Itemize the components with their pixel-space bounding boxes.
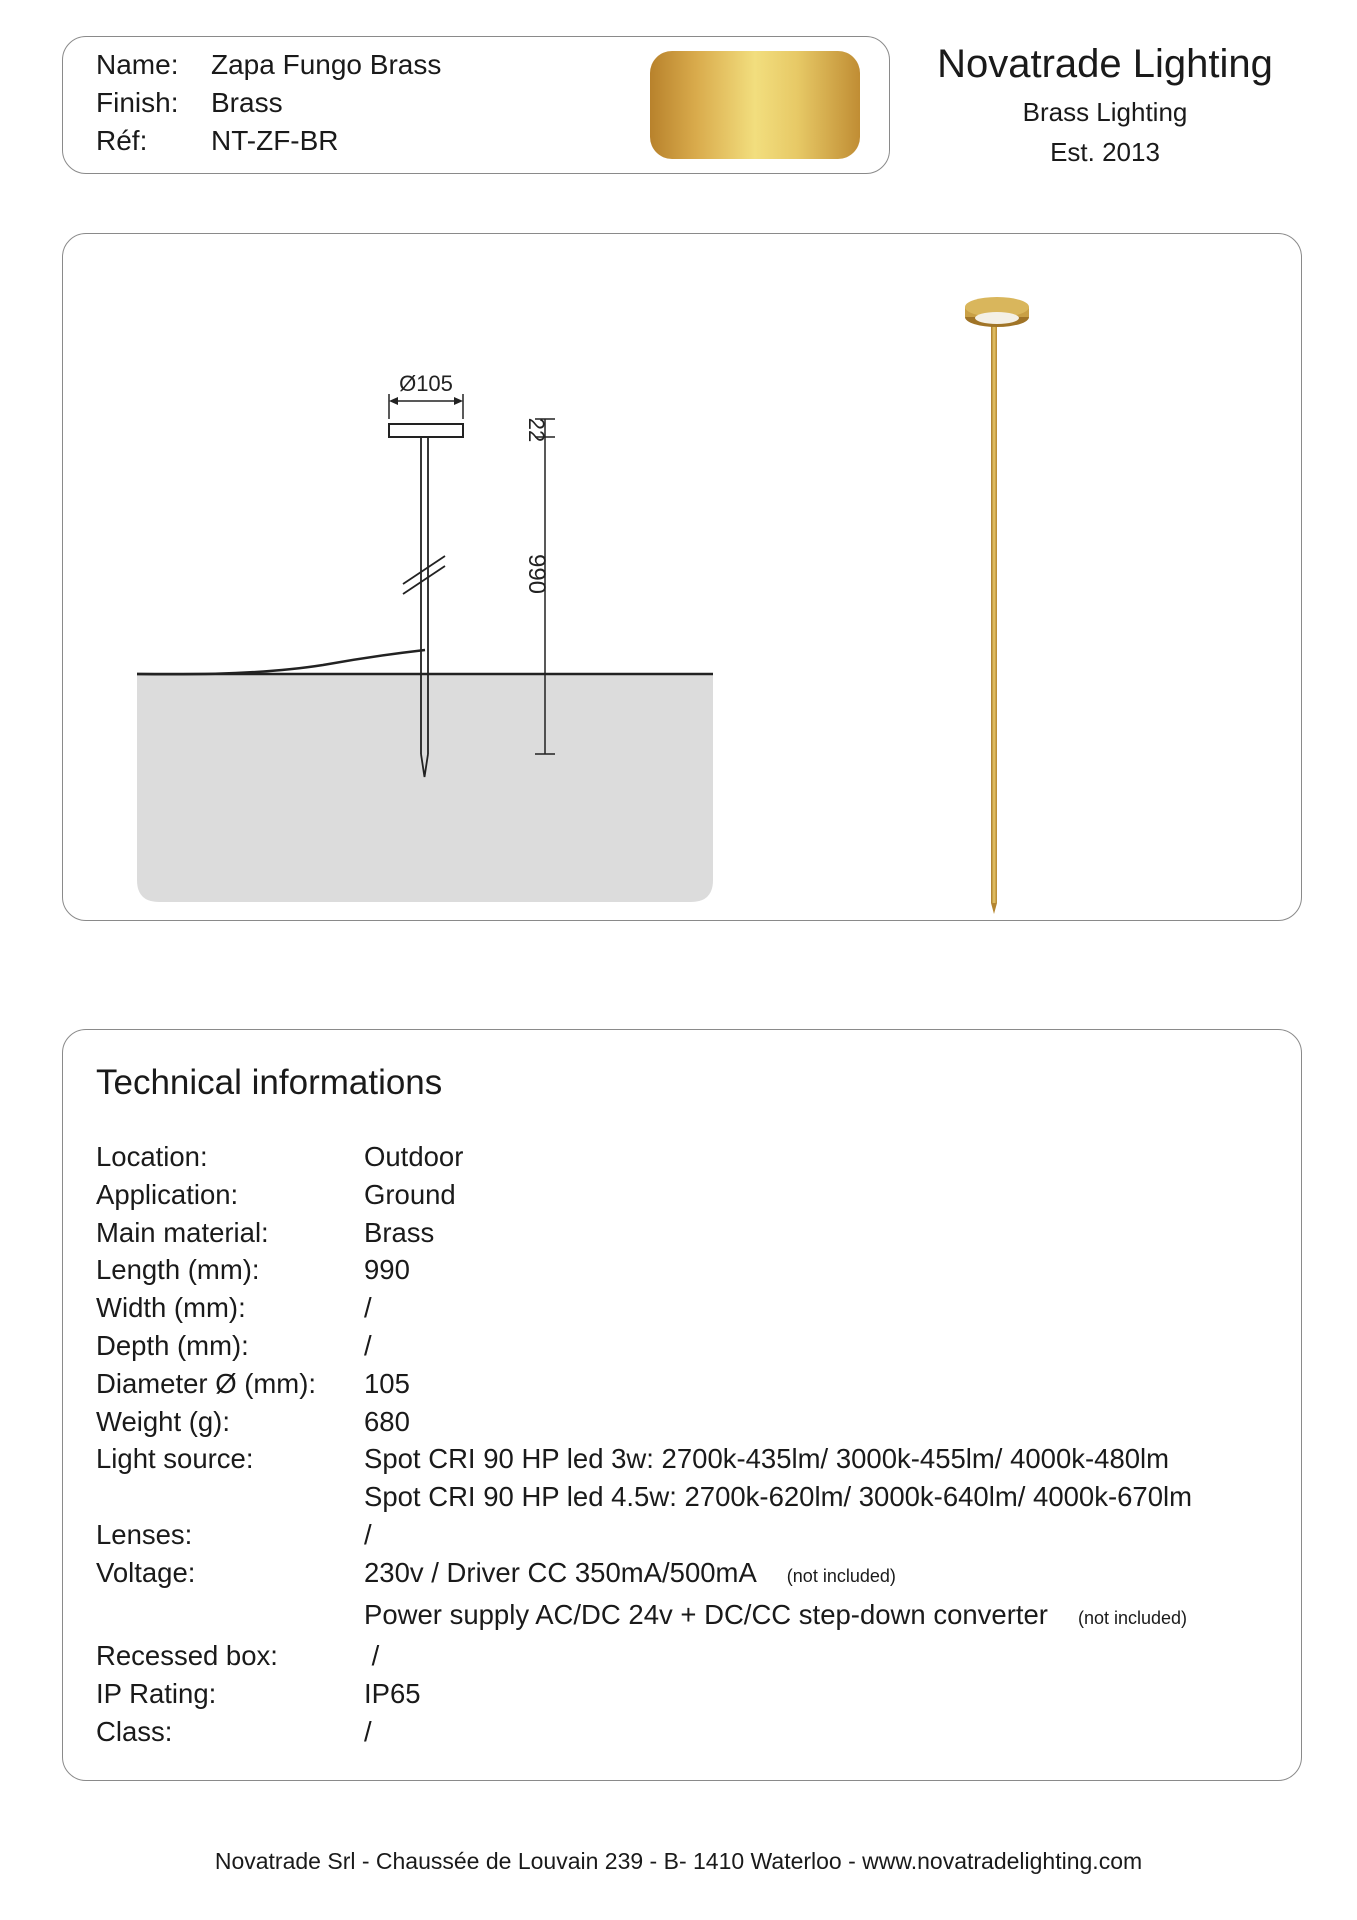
spec-row — [96, 1554, 1192, 1638]
spec-row — [96, 1675, 1192, 1713]
spec-value-line — [364, 1403, 410, 1441]
diameter-dimension-label: Ø105 — [399, 371, 453, 396]
spec-value: 230v / Driver CC 350mA/500mA — [364, 1556, 757, 1588]
spec-value-line — [364, 1289, 372, 1327]
spec-value-line — [364, 1675, 421, 1713]
spec-row — [96, 1637, 1192, 1675]
spec-row — [96, 1138, 1192, 1176]
spec-label: Length (mm): — [96, 1254, 260, 1286]
spec-label: Depth (mm): — [96, 1329, 249, 1361]
finish-label: Finish: — [96, 87, 179, 118]
spec-values — [364, 1403, 410, 1441]
spec-note: (not included) — [786, 1565, 896, 1586]
spec-label: Voltage: — [96, 1556, 196, 1588]
finish-value: Brass — [211, 87, 283, 118]
spec-row — [96, 1516, 1192, 1554]
spec-value-line — [364, 1327, 372, 1365]
spec-value: / — [364, 1518, 372, 1550]
reference-value: NT-ZF-BR — [211, 125, 339, 156]
spec-values — [364, 1289, 372, 1327]
spec-value-line — [364, 1516, 372, 1554]
spec-value: / — [364, 1715, 372, 1747]
brand-block — [900, 36, 1310, 172]
spec-row — [96, 1214, 1192, 1252]
spec-value: Spot CRI 90 HP led 4.5w: 2700k-620lm/ 3000k-640lm/ 4000k-670lm — [364, 1481, 1193, 1513]
reference-label: Réf: — [96, 125, 148, 156]
spec-values — [364, 1365, 410, 1403]
spec-row — [96, 1440, 1192, 1516]
lamp-head — [389, 424, 463, 437]
spec-note: (not included) — [1077, 1607, 1188, 1628]
spec-label: Class: — [96, 1715, 173, 1747]
spec-values — [364, 1637, 379, 1675]
name-label: Name: — [96, 49, 179, 80]
brand-subtitle: Brass Lighting — [1022, 97, 1188, 127]
spec-value-line — [364, 1365, 410, 1403]
finish-row — [96, 85, 283, 121]
spec-value: / — [364, 1292, 372, 1324]
product-header-card — [62, 36, 890, 174]
technical-drawing — [63, 234, 1303, 922]
spec-row — [96, 1403, 1192, 1441]
spec-value: Ground — [364, 1178, 456, 1210]
spec-label: Main material: — [96, 1216, 269, 1248]
spec-label: Weight (g): — [96, 1405, 230, 1437]
product-photo — [965, 297, 1029, 914]
spec-row — [96, 1176, 1192, 1214]
head-height-dimension-label: 22 — [524, 417, 549, 443]
spec-value: / — [364, 1640, 380, 1672]
spec-row — [96, 1365, 1192, 1403]
spec-value: 680 — [364, 1405, 410, 1437]
spec-value: IP65 — [364, 1678, 421, 1710]
spec-value-line — [364, 1176, 456, 1214]
spec-values — [364, 1713, 372, 1751]
spec-values — [364, 1138, 463, 1176]
length-dimension-label: 990 — [523, 553, 550, 595]
spec-value-line — [364, 1554, 1187, 1596]
spec-value-line — [364, 1478, 1192, 1516]
spec-label: Recessed box: — [96, 1640, 278, 1672]
spec-value: Spot CRI 90 HP led 3w: 2700k-435lm/ 3000k-455lm/ 4000k-480lm — [364, 1443, 1170, 1475]
finish-swatch — [650, 51, 860, 159]
spec-label: Lenses: — [96, 1518, 193, 1550]
spec-value-line — [364, 1251, 410, 1289]
technical-info-card — [62, 1029, 1302, 1781]
spec-row — [96, 1327, 1192, 1365]
spec-values — [364, 1675, 421, 1713]
spec-value: 105 — [364, 1367, 410, 1399]
spec-value: Outdoor — [364, 1141, 464, 1172]
spec-label: Width (mm): — [96, 1292, 246, 1324]
brand-name: Novatrade Lighting — [937, 42, 1273, 86]
spec-value-line — [364, 1637, 379, 1675]
footer-address: Novatrade Srl - Chaussée de Louvain 239 - B- 1410 Waterloo - www.novatradelighting.com — [214, 1848, 1143, 1874]
spec-value-line — [364, 1138, 463, 1176]
spec-label: Diameter Ø (mm): — [96, 1367, 316, 1399]
spec-value-line — [364, 1713, 372, 1751]
name-value: Zapa Fungo Brass — [211, 49, 442, 80]
brand-established: Est. 2013 — [1050, 137, 1160, 167]
name-row — [96, 47, 441, 83]
spec-values — [364, 1327, 372, 1365]
spec-values — [364, 1176, 456, 1214]
spec-value-line — [364, 1596, 1187, 1638]
technical-info-list — [96, 1138, 1192, 1751]
spec-value-line — [364, 1214, 434, 1252]
spec-value-line — [364, 1440, 1192, 1478]
spec-row — [96, 1251, 1192, 1289]
spec-values — [364, 1440, 1192, 1516]
spec-value: 990 — [364, 1254, 410, 1286]
spec-label: Location: — [96, 1141, 208, 1172]
spec-values — [364, 1554, 1187, 1638]
spec-value: / — [364, 1329, 372, 1361]
spec-row — [96, 1289, 1192, 1327]
spec-row — [96, 1713, 1192, 1751]
diagram-card — [62, 233, 1302, 921]
spec-value: Brass — [364, 1216, 435, 1248]
spec-values — [364, 1516, 372, 1554]
cable — [137, 650, 425, 674]
spec-value: Power supply AC/DC 24v + DC/CC step-down converter — [364, 1598, 1048, 1630]
technical-info-title: Technical informations — [96, 1063, 443, 1102]
spec-values — [364, 1214, 434, 1252]
spec-label: Application: — [96, 1178, 239, 1210]
ground-section — [137, 674, 713, 902]
spec-label: IP Rating: — [96, 1678, 217, 1710]
reference-row — [96, 123, 339, 159]
spec-label: Light source: — [96, 1443, 254, 1475]
spec-values — [364, 1251, 410, 1289]
